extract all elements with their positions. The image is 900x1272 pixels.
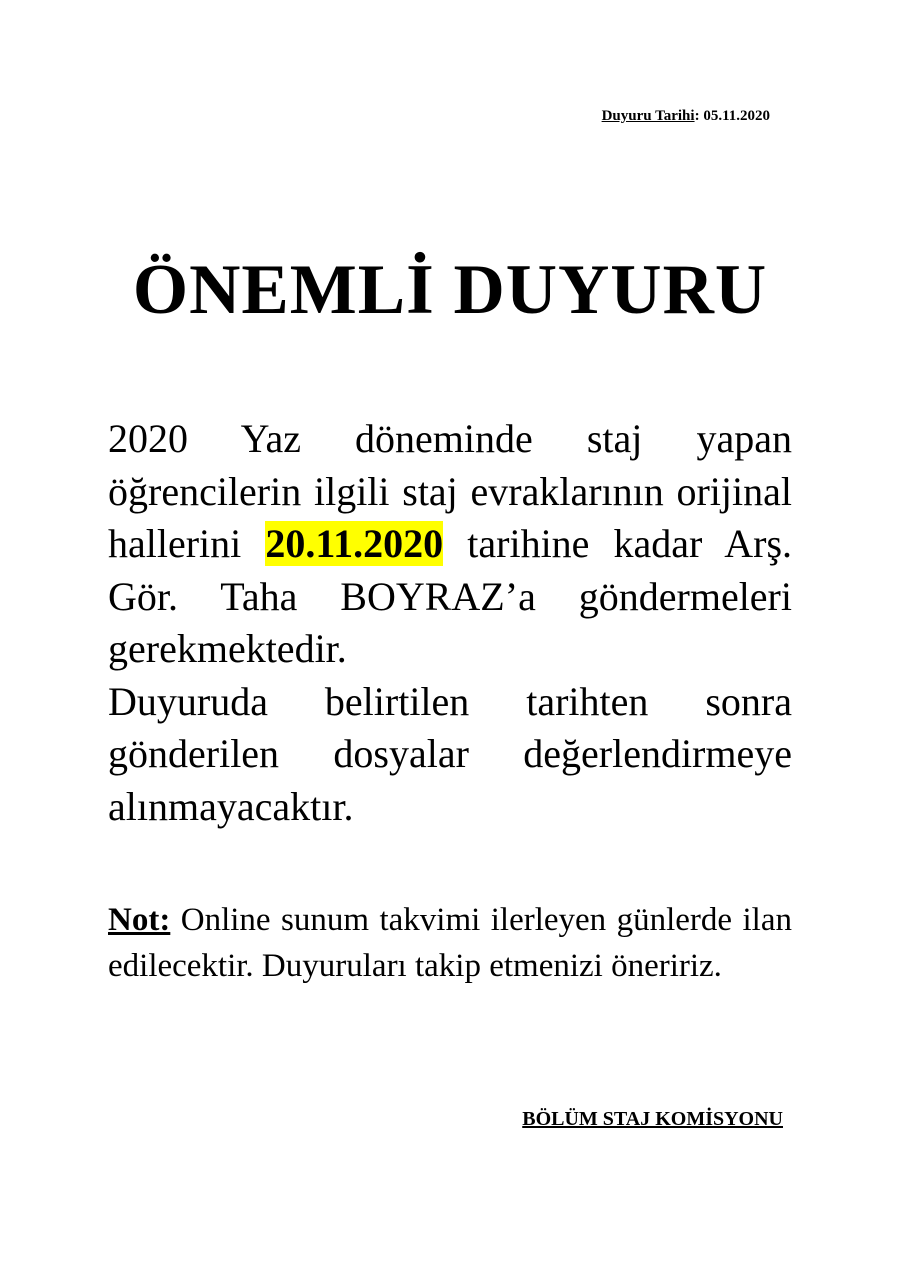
- body-p1-after: tarihine kadar Arş. Gör. Taha BOYRAZ’a göndermeleri gerekmektedir.: [108, 521, 793, 671]
- announcement-body: [108, 413, 792, 833]
- date-label: Duyuru Tarihi: [601, 108, 695, 124]
- body-p1-before: 2020 Yaz döneminde staj yapan öğrencilerin ilgili staj evraklarının orijinal hallerini: [108, 416, 792, 566]
- announcement-date: [602, 108, 770, 125]
- signature: BÖLÜM STAJ KOMİSYONU: [522, 1108, 783, 1130]
- date-value: 05.11.2020: [703, 108, 770, 124]
- note-label: Not:: [108, 902, 171, 938]
- date-separator: :: [694, 108, 704, 124]
- note-text: Online sunum takvimi ilerleyen günlerde ilan edilecektir. Duyuruları takip etmenizi öneririz.: [108, 902, 792, 984]
- body-paragraph-1: [108, 413, 792, 676]
- deadline-date-highlight: 20.11.2020: [265, 521, 444, 566]
- body-paragraph-2: Duyuruda belirtilen tarihten sonra gönderilen dosyalar değerlendirmeye alınmayacaktır.: [108, 678, 792, 829]
- note-paragraph: [108, 897, 792, 989]
- page-title: ÖNEMLİ DUYURU: [132, 251, 768, 329]
